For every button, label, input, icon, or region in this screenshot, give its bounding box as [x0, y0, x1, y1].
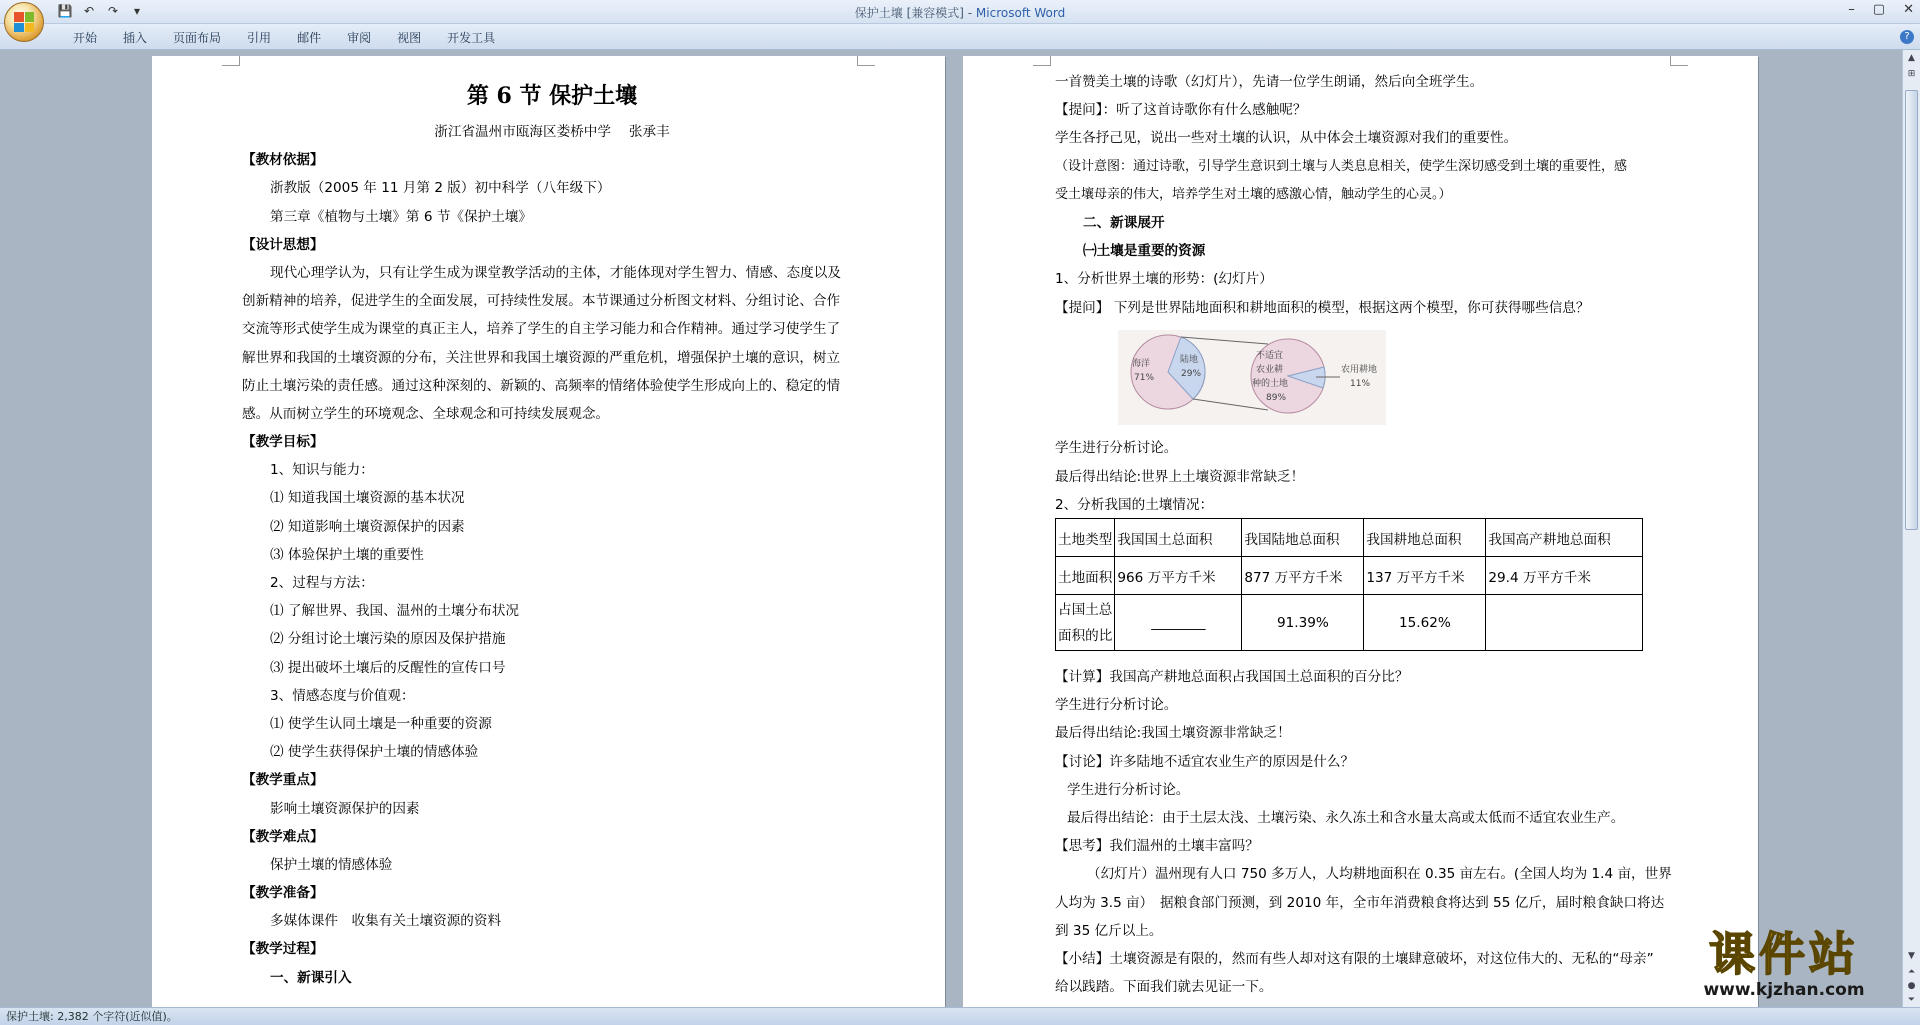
text-line: （幻灯片）温州现有人口 750 多万人，人均耕地面积在 0.35 亩左右。(全国人均为 1.4 亩，世界	[1087, 866, 1672, 883]
ocean-label: 海洋	[1132, 359, 1151, 369]
arable-label: 农用耕地	[1341, 365, 1378, 375]
tab-mailings[interactable]: 邮件	[297, 31, 322, 45]
goal-item: ⑵ 使学生获得保护土壤的情感体验	[270, 744, 479, 761]
app-name: Microsoft Word	[975, 6, 1066, 20]
text-line: 1、分析世界土壤的形势：(幻灯片）	[1055, 271, 1273, 288]
text-line: 学生进行分析讨论。	[1055, 440, 1178, 457]
page-2-text[interactable]	[1055, 68, 1675, 519]
table-cell[interactable]: 土地面积	[1056, 557, 1115, 595]
heading-basis: 【教材依据】	[242, 152, 324, 169]
land-pie-figure	[1118, 330, 1386, 425]
select-browse-object-icon[interactable]: ●	[1907, 981, 1916, 991]
tab-page-layout[interactable]: 页面布局	[173, 31, 222, 45]
scroll-down-icon[interactable]: ▼	[1908, 951, 1915, 961]
text-line: 最后得出结论：由于土层太浅、土壤污染、永久冻土和含水量太高或太低而不适宜农业生产。	[1067, 809, 1625, 826]
text-line: 2、分析我国的土壤情况：	[1055, 496, 1214, 513]
scrollbar-thumb[interactable]	[1905, 90, 1918, 530]
table-header[interactable]: 我国耕地总面积	[1364, 519, 1486, 557]
table-row	[1056, 595, 1643, 651]
text-line: （设计意图：通过诗歌，引导学生意识到土壤与人类息息相关，使学生深切感受到土壤的重要性，感	[1055, 158, 1628, 174]
next-page-icon[interactable]: ⏷	[1907, 995, 1916, 1005]
unsuitable-label: 农业耕	[1256, 365, 1284, 375]
table-header[interactable]: 我国国土总面积	[1115, 519, 1242, 557]
office-button[interactable]	[4, 2, 44, 42]
difficulties: 保护土壤的情感体验	[270, 856, 393, 873]
vertical-scrollbar[interactable]	[1902, 50, 1920, 1007]
page-1[interactable]	[152, 56, 945, 1007]
text-line: 【提问】 下列是世界陆地面积和耕地面积的模型，根据这两个模型，你可获得哪些信息？	[1055, 299, 1590, 316]
land-area-table[interactable]	[1055, 518, 1643, 651]
table-header[interactable]: 我国陆地总面积	[1242, 519, 1364, 557]
window-controls	[1848, 2, 1914, 17]
crop-mark	[857, 56, 875, 66]
table-cell[interactable]: 137 万平方千米	[1364, 557, 1486, 595]
design-line: 解世界和我国的土壤资源的分布，关注世界和我国土壤资源的严重危机，增强保护土壤的意识，树立	[242, 349, 841, 366]
undo-icon[interactable]: ↶	[83, 4, 95, 18]
goal-item: ⑵ 知道影响土壤资源保护的因素	[270, 518, 465, 535]
land-label: 陆地	[1180, 355, 1199, 365]
watermark-url: www.kjzhan.com	[1703, 980, 1865, 1000]
table-cell[interactable]	[1056, 595, 1115, 651]
row-label-line: 面积的比	[1058, 627, 1113, 644]
unsuitable-pct: 89%	[1266, 393, 1287, 403]
tab-review[interactable]: 审阅	[347, 31, 372, 45]
basis-line-1: 浙教版（2005 年 11 月第 2 版）初中科学（八年级下）	[270, 180, 611, 197]
text-line: 【计算】我国高产耕地总面积占我国国土总面积的百分比？	[1055, 669, 1409, 685]
text-line: 【提问】：听了这首诗歌你有什么感触呢？	[1055, 102, 1307, 119]
table-cell[interactable]: 877 万平方千米	[1242, 557, 1364, 595]
document-title: 保护土壤 [兼容模式] -	[854, 6, 976, 20]
title-bar	[0, 0, 1920, 24]
design-line: 交流等形式使学生成为课堂的真正主人，培养了学生的自主学习能力和合作精神。通过学习使学生了	[242, 321, 841, 338]
scroll-up-icon[interactable]: ▲	[1908, 53, 1915, 63]
ribbon-tabs	[60, 29, 508, 46]
design-line: 感。从而树立学生的环境观念、全球观念和可持续发展观念。	[242, 405, 610, 422]
goal-item: ⑶ 提出破坏土壤后的反醒性的宣传口号	[270, 659, 506, 676]
page-title: 第 6 节 保护土壤	[466, 83, 638, 109]
help-icon[interactable]: ?	[1900, 30, 1914, 44]
table-cell[interactable]: 29.4 万平方千米	[1486, 557, 1643, 595]
tab-insert[interactable]: 插入	[123, 31, 148, 45]
heading-process: 【教学过程】	[242, 941, 324, 958]
tab-home[interactable]: 开始	[73, 31, 98, 45]
crop-mark	[1670, 56, 1688, 66]
close-button[interactable]: ✕	[1903, 2, 1914, 17]
key-points: 影响土壤资源保护的因素	[270, 800, 420, 817]
table-cell[interactable]: ________	[1115, 595, 1242, 651]
tab-view[interactable]: 视图	[397, 31, 422, 45]
goal-item: ⑴ 了解世界、我国、温州的土壤分布状况	[270, 603, 520, 620]
table-cell[interactable]: 15.62%	[1364, 595, 1486, 651]
table-cell[interactable]: 91.39%	[1242, 595, 1364, 651]
previous-page-icon[interactable]: ⏶	[1907, 967, 1916, 977]
section-heading: 二、新课展开	[1083, 214, 1165, 231]
process-step-1: 一、新课引入	[270, 969, 352, 986]
office-logo-icon	[14, 12, 34, 32]
text-line: 学生各抒己见，说出一些对土壤的认识，从中体会土壤资源对我们的重要性。	[1055, 130, 1518, 147]
text-line: 学生进行分析讨论。	[1055, 697, 1178, 714]
text-line: 最后得出结论:我国土壤资源非常缺乏！	[1055, 725, 1291, 742]
preparation: 多媒体课件 收集有关土壤资源的资料	[270, 913, 502, 930]
arable-pct: 11%	[1350, 379, 1371, 389]
goal-item: ⑶ 体验保护土壤的重要性	[270, 546, 424, 563]
customize-qat-icon[interactable]: ▾	[133, 4, 141, 18]
kjzhan-watermark	[1666, 928, 1902, 1006]
page-2-text-lower[interactable]	[1055, 663, 1675, 1001]
design-line: 创新精神的培养，促进学生的全面发展，可持续性发展。本节课通过分析图文材料、分组讨论、合作	[242, 293, 841, 310]
goal-2: 2、过程与方法：	[270, 575, 374, 591]
basis-line-2: 第三章《植物与土壤》第 6 节《保护土壤》	[270, 208, 532, 225]
watermark-title: 课件站	[1709, 927, 1859, 981]
word-count-status[interactable]: 保护土壤: 2,382 个字符(近似值)。	[6, 1010, 178, 1023]
goal-3: 3、情感态度与价值观：	[270, 687, 415, 704]
heading-key-points: 【教学重点】	[242, 772, 324, 789]
text-line: 最后得出结论:世界上土壤资源非常缺乏！	[1055, 468, 1305, 485]
document-workspace	[0, 50, 1902, 1007]
tab-developer[interactable]: 开发工具	[447, 31, 496, 45]
heading-preparation: 【教学准备】	[242, 885, 324, 902]
design-line: 防止土壤污染的责任感。通过这种深刻的、新颖的、高频率的情绪体验使学生形成向上的、稳定的情	[242, 377, 841, 394]
table-cell[interactable]: 966 万平方千米	[1115, 557, 1242, 595]
window-title	[0, 4, 1920, 21]
table-header[interactable]: 我国高产耕地总面积	[1486, 519, 1643, 557]
ribbon	[0, 24, 1920, 50]
goal-1: 1、知识与能力：	[270, 462, 374, 479]
goal-item: ⑴ 知道我国土壤资源的基本状况	[270, 490, 465, 507]
text-line: 学生进行分析讨论。	[1067, 781, 1190, 798]
table-row	[1056, 557, 1643, 595]
text-line: 【思考】我们温州的土壤丰富吗？	[1055, 838, 1259, 855]
row-label-line: 占国土总	[1058, 601, 1113, 618]
text-line: 人均为 3.5 亩） 据粮食部门预测，到 2010 年，全市年消费粮食将达到 55 亿斤，届时粮食缺口将达	[1055, 894, 1665, 911]
minimize-button[interactable]: –	[1848, 2, 1855, 17]
design-line: 现代心理学认为，只有让学生成为课堂教学活动的主体，才能体现对学生智力、情感、态度以及	[270, 264, 841, 281]
table-header[interactable]: 土地类型	[1056, 519, 1115, 557]
table-cell[interactable]	[1486, 595, 1643, 651]
text-line: 【小结】土壤资源是有限的，然而有些人却对这有限的土壤肆意破坏，对这位伟大的、无私的“母亲”	[1055, 950, 1654, 967]
tab-references[interactable]: 引用	[247, 31, 272, 45]
page-2[interactable]	[963, 56, 1758, 1007]
heading-design: 【设计思想】	[242, 236, 324, 253]
author-line: 浙江省温州市瓯海区娄桥中学 张承丰	[434, 124, 670, 140]
text-line: 给以践踏。下面我们就去见证一下。	[1055, 979, 1273, 996]
ocean-pct: 71%	[1134, 373, 1155, 383]
page-1-text[interactable]	[242, 74, 862, 992]
status-bar	[0, 1007, 1920, 1025]
ruler-toggle-icon[interactable]: ⊞	[1907, 69, 1916, 79]
redo-icon[interactable]: ↷	[107, 4, 119, 18]
goal-item: ⑵ 分组讨论土壤污染的原因及保护措施	[270, 631, 506, 648]
crop-mark	[222, 56, 240, 66]
crop-mark	[1033, 56, 1051, 66]
heading-goals: 【教学目标】	[242, 434, 324, 451]
text-line: 受土壤母亲的伟大，培养学生对土壤的感激心情，触动学生的心灵。）	[1055, 186, 1452, 202]
goal-item: ⑴ 使学生认同土壤是一种重要的资源	[270, 715, 492, 732]
unsuitable-label: 不适宜	[1256, 351, 1284, 361]
text-line: 一首赞美土壤的诗歌（幻灯片），先请一位学生朗诵，然后向全班学生。	[1055, 74, 1484, 90]
unsuitable-label: 种的土地	[1252, 379, 1289, 389]
save-icon[interactable]: 💾	[57, 4, 73, 18]
text-line: 到 35 亿斤以上。	[1055, 922, 1163, 939]
table-row	[1056, 519, 1643, 557]
maximize-button[interactable]: ▢	[1872, 2, 1886, 17]
subsection-heading: ㈠土壤是重要的资源	[1083, 243, 1206, 260]
heading-difficulties: 【教学难点】	[242, 828, 324, 845]
land-pct: 29%	[1181, 369, 1202, 379]
text-line: 【讨论】许多陆地不适宜农业生产的原因是什么？	[1055, 753, 1355, 770]
